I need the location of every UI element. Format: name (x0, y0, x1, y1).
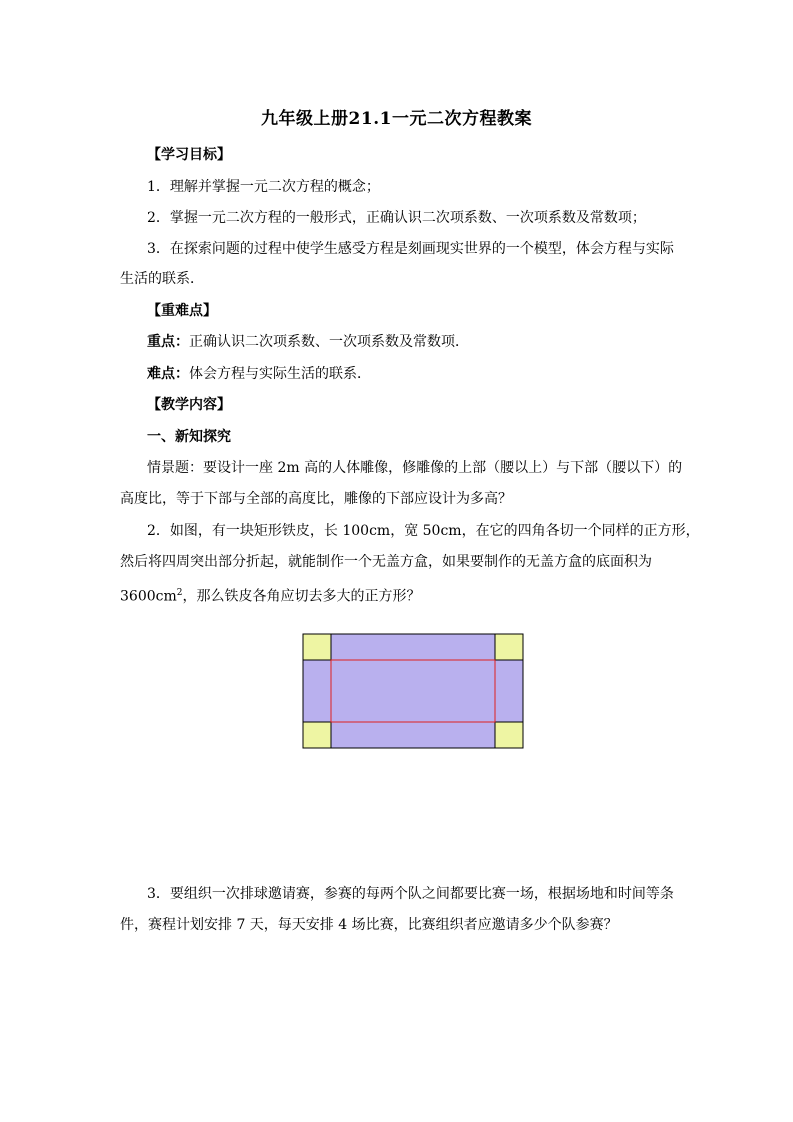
corner-square-bottom-right (495, 722, 523, 748)
problem-2-line-3 (120, 583, 680, 607)
corner-square-top-left (303, 634, 331, 660)
document-title: 九年级上册21.1一元二次方程教案 (261, 109, 532, 129)
subsection-heading: 一、新知探究 (147, 429, 231, 445)
goal-item-1: 1．理解并掌握一元二次方程的概念； (147, 179, 380, 195)
problem-2-question: ，那么铁皮各角应切去多大的正方形？ (182, 588, 421, 605)
goals-heading: 【学习目标】 (147, 147, 231, 163)
content-heading: 【教学内容】 (147, 397, 231, 413)
difficult-point-label: 难点： (147, 366, 189, 382)
key-points-heading: 【重难点】 (147, 303, 217, 319)
iron-sheet-diagram (302, 633, 526, 751)
iron-sheet-rect (303, 634, 523, 748)
problem-2-line-2: 然后将四周突出部分折起，就能制作一个无盖方盒，如果要制作的无盖方盒的底面积为 (120, 554, 652, 570)
problem-2-line-1: 2．如图，有一块矩形铁皮，长 100cm，宽 50cm，在它的四角各切一个同样的正方形， (147, 523, 700, 539)
problem-3-line-1: 3．要组织一次排球邀请赛，参赛的每两个队之间都要比赛一场，根据场地和时间等条 (147, 886, 674, 902)
goal-item-3: 3．在探索问题的过程中使学生感受方程是刻画现实世界的一个模型，体会方程与实际 (147, 241, 674, 257)
key-point-label: 重点： (147, 334, 189, 350)
problem-1-line-2: 高度比，等于下部与全部的高度比，雕像的下部应设计为多高？ (120, 491, 512, 507)
area-exponent: 2 (176, 588, 183, 598)
problem-1-line-1: 情景题：要设计一座 2m 高的人体雕像，修雕像的上部（腰以上）与下部（腰以下）的 (147, 460, 683, 476)
area-value: 3600cm (120, 588, 177, 605)
goal-item-2: 2．掌握一元二次方程的一般形式，正确认识二次项系数、一次项系数及常数项； (147, 210, 646, 226)
key-point-line (147, 332, 680, 352)
problem-3-line-2: 件，赛程计划安排 7 天，每天安排 4 场比赛，比赛组织者应邀请多少个队参赛？ (120, 917, 618, 933)
key-point-text: 正确认识二次项系数、一次项系数及常数项． (189, 334, 469, 350)
goal-item-3-continued: 生活的联系． (120, 271, 204, 287)
corner-square-bottom-left (303, 722, 331, 748)
corner-square-top-right (495, 634, 523, 660)
difficult-point-text: 体会方程与实际生活的联系． (189, 366, 371, 382)
difficult-point-line (147, 364, 680, 384)
